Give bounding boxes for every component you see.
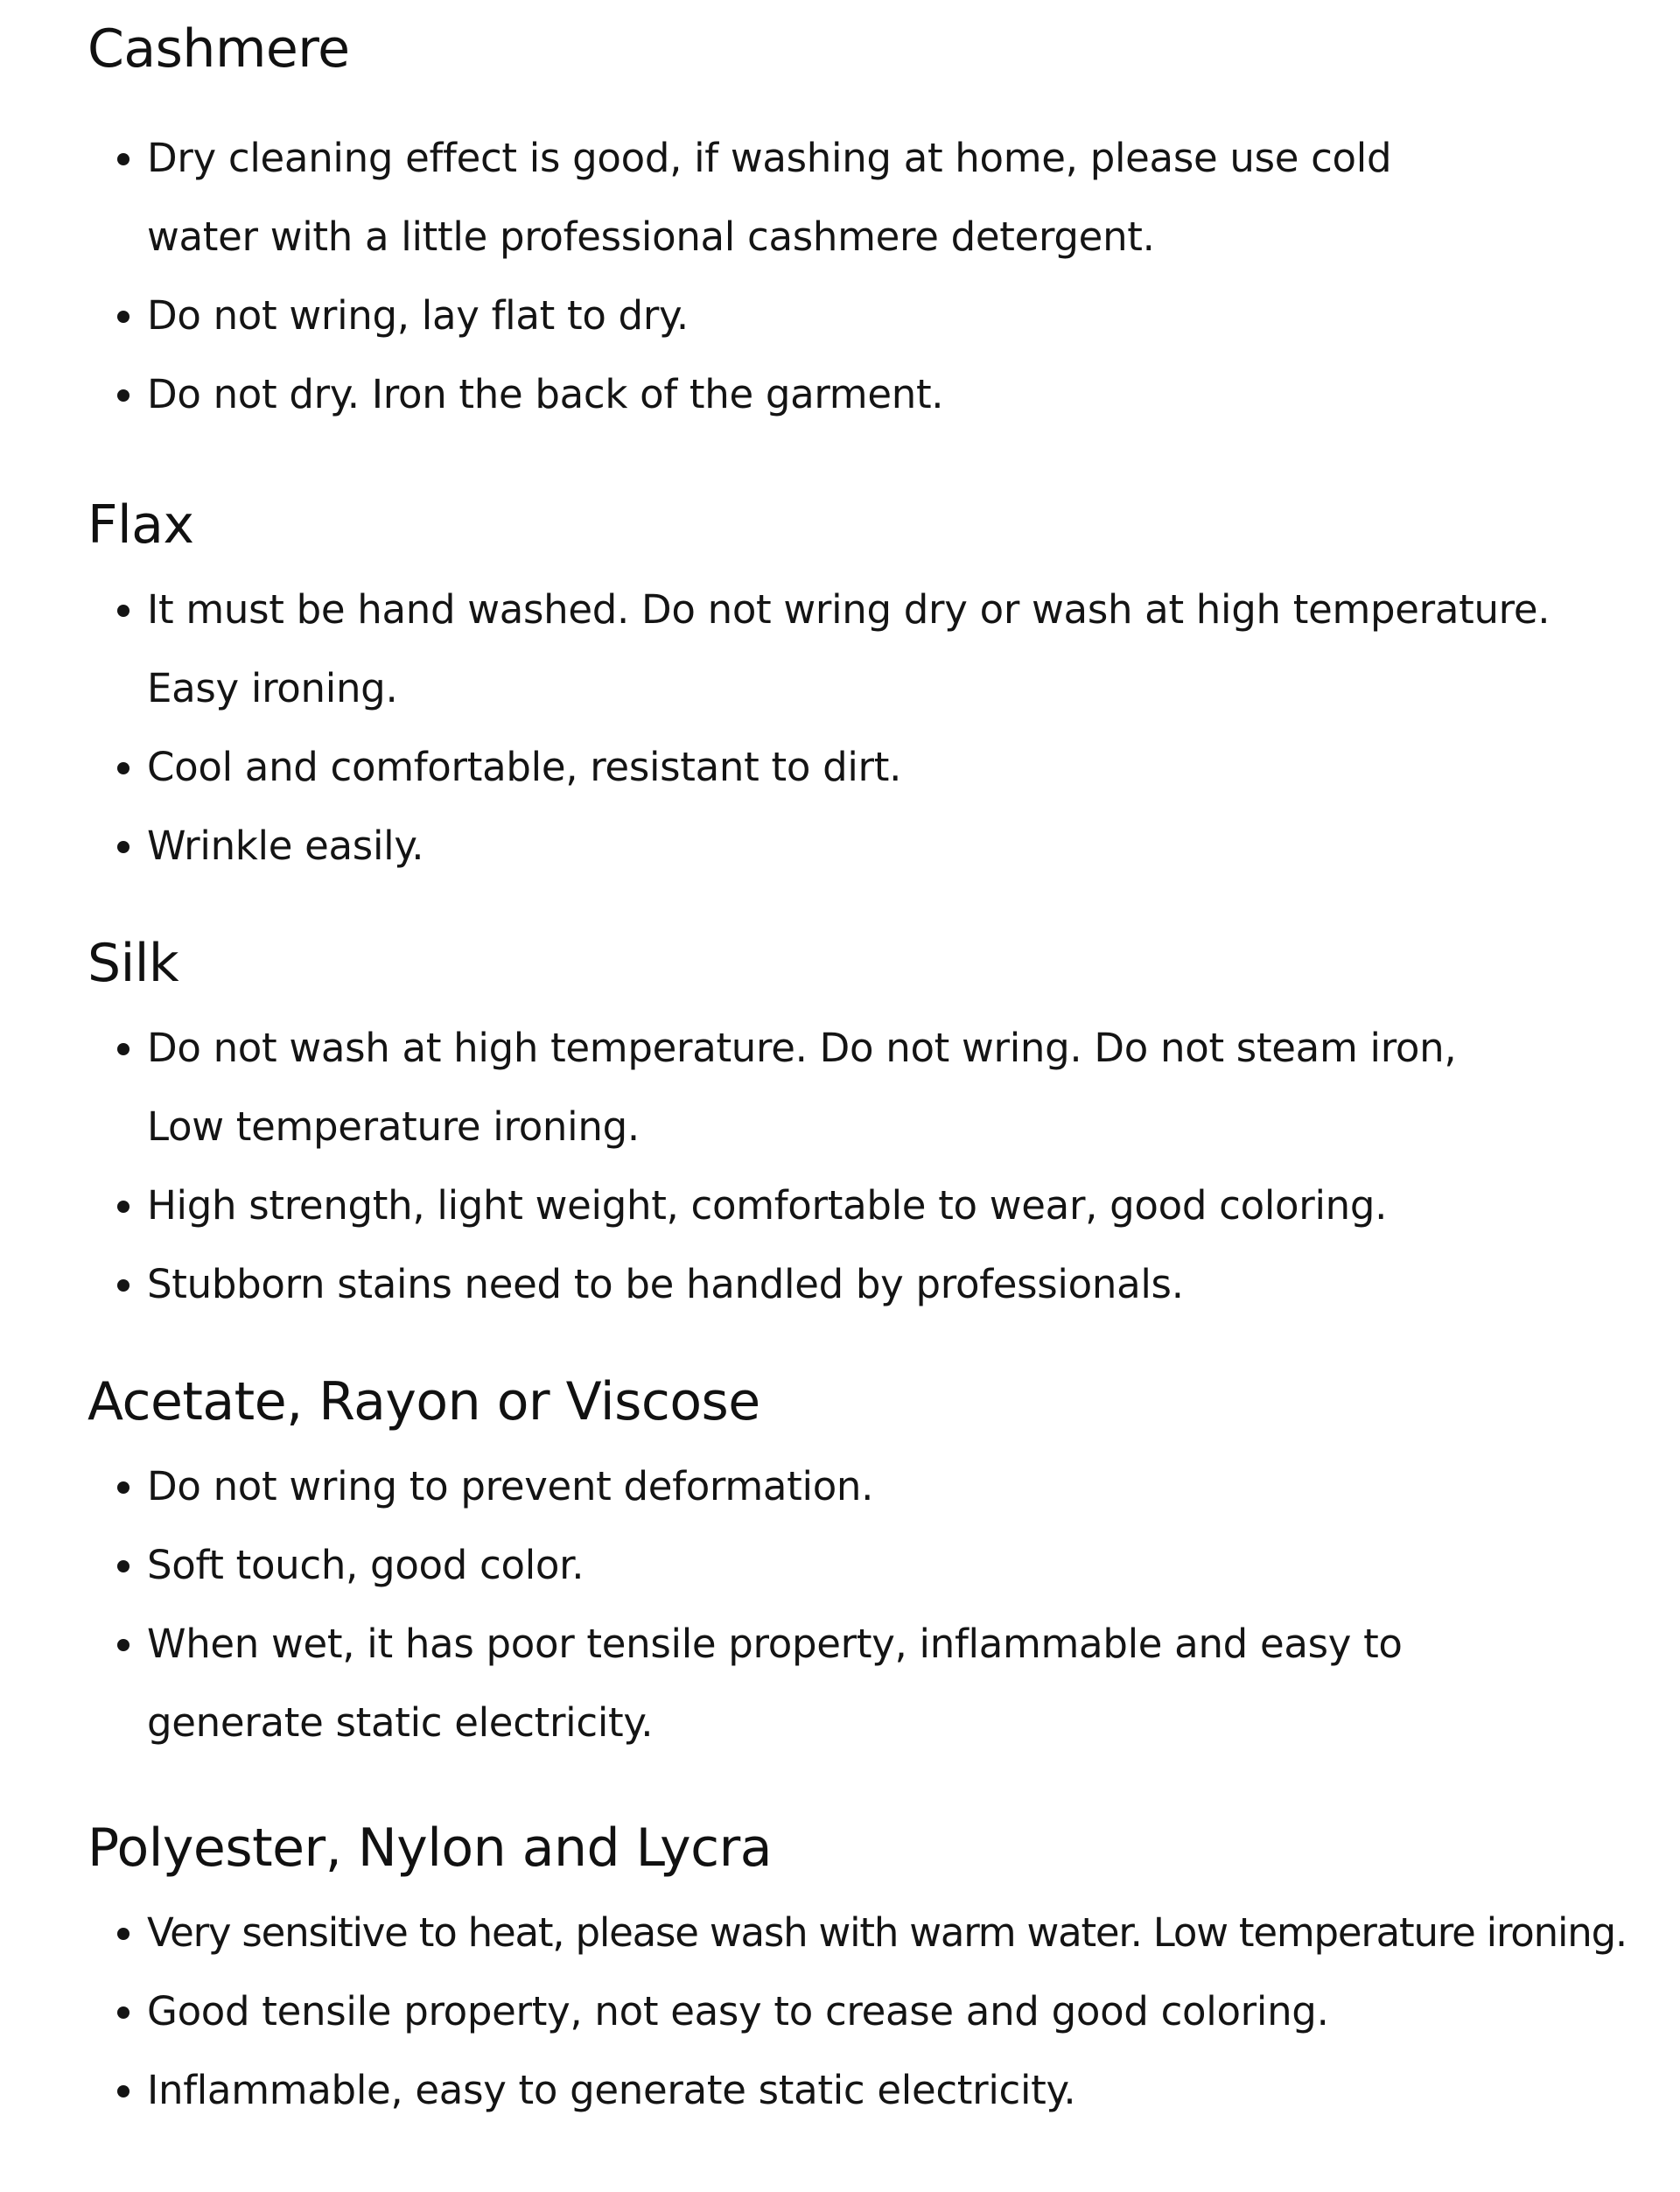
bullet-list bbox=[88, 1894, 1645, 2130]
list-item bbox=[88, 1972, 1645, 2051]
section-silk bbox=[88, 930, 1645, 1324]
list-item bbox=[88, 1009, 1645, 1166]
list-item-text: When wet, it has poor tensile property, inflammable and easy to generate static electricity. bbox=[147, 1621, 1403, 1746]
list-item-text: Dry cleaning effect is good, if washing at home, please use cold water with a little professional cashmere detergent. bbox=[147, 135, 1392, 260]
section-title: Acetate, Rayon or Viscose bbox=[88, 1371, 760, 1432]
list-item-text: Do not dry. Iron the back of the garment. bbox=[147, 371, 944, 417]
bullet-icon bbox=[117, 2085, 130, 2097]
section-title: Flax bbox=[88, 494, 194, 556]
section-polyester-nylon-lycra bbox=[88, 1815, 1645, 2130]
bullet-icon bbox=[117, 1928, 130, 1940]
bullet-list bbox=[88, 571, 1645, 886]
bullet-list bbox=[88, 1009, 1645, 1324]
list-item bbox=[88, 355, 1645, 434]
list-item-text: Do not wring to prevent deformation. bbox=[147, 1463, 874, 1509]
bullet-icon bbox=[117, 605, 130, 617]
bullet-icon bbox=[117, 1279, 130, 1292]
list-item-text: Good tensile property, not easy to crease and good coloring. bbox=[147, 1988, 1329, 2034]
bullet-icon bbox=[117, 762, 130, 774]
bullet-icon bbox=[117, 1560, 130, 1572]
bullet-icon bbox=[117, 1639, 130, 1651]
section-cashmere bbox=[88, 16, 1645, 434]
list-item-text: Do not wash at high temperature. Do not wring. Do not steam iron, Low temperature ironing. bbox=[147, 1025, 1457, 1150]
section-flax bbox=[88, 492, 1645, 886]
section-title: Cashmere bbox=[88, 18, 350, 80]
list-item bbox=[88, 1894, 1645, 1972]
list-item-text: Stubborn stains need to be handled by professionals. bbox=[147, 1261, 1184, 1307]
list-item bbox=[88, 277, 1645, 355]
bullet-icon bbox=[117, 1481, 130, 1494]
list-item bbox=[88, 1166, 1645, 1245]
list-item-text: High strength, light weight, comfortable to wear, good coloring. bbox=[147, 1182, 1388, 1229]
list-item bbox=[88, 1526, 1645, 1605]
bullet-icon bbox=[117, 1043, 130, 1055]
list-item-text: Very sensitive to heat, please wash with warm water. Low temperature ironing. bbox=[147, 1909, 1628, 1956]
list-item bbox=[88, 1605, 1645, 1762]
list-item bbox=[88, 2051, 1645, 2130]
list-item-text: Soft touch, good color. bbox=[147, 1542, 584, 1588]
bullet-icon bbox=[117, 2006, 130, 2019]
list-item-text: Inflammable, easy to generate static electricity. bbox=[147, 2067, 1076, 2113]
list-item bbox=[88, 728, 1645, 807]
bullet-list bbox=[88, 1447, 1645, 1762]
list-item bbox=[88, 1447, 1645, 1526]
list-item bbox=[88, 807, 1645, 886]
list-item-text: Cool and comfortable, resistant to dirt. bbox=[147, 744, 902, 790]
bullet-icon bbox=[117, 153, 130, 165]
bullet-icon bbox=[117, 311, 130, 323]
section-title: Silk bbox=[88, 933, 179, 994]
bullet-list bbox=[88, 119, 1645, 434]
list-item bbox=[88, 119, 1645, 277]
list-item-text: Do not wring, lay flat to dry. bbox=[147, 292, 689, 339]
list-item-text: It must be hand washed. Do not wring dry or wash at high temperature. Easy ironing. bbox=[147, 586, 1550, 711]
list-item-text: Wrinkle easily. bbox=[147, 823, 424, 869]
bullet-icon bbox=[117, 389, 130, 402]
list-item bbox=[88, 571, 1645, 728]
section-acetate-rayon-viscose bbox=[88, 1369, 1645, 1762]
list-item bbox=[88, 1245, 1645, 1324]
bullet-icon bbox=[117, 841, 130, 853]
bullet-icon bbox=[117, 1201, 130, 1213]
section-title: Polyester, Nylon and Lycra bbox=[88, 1817, 773, 1879]
